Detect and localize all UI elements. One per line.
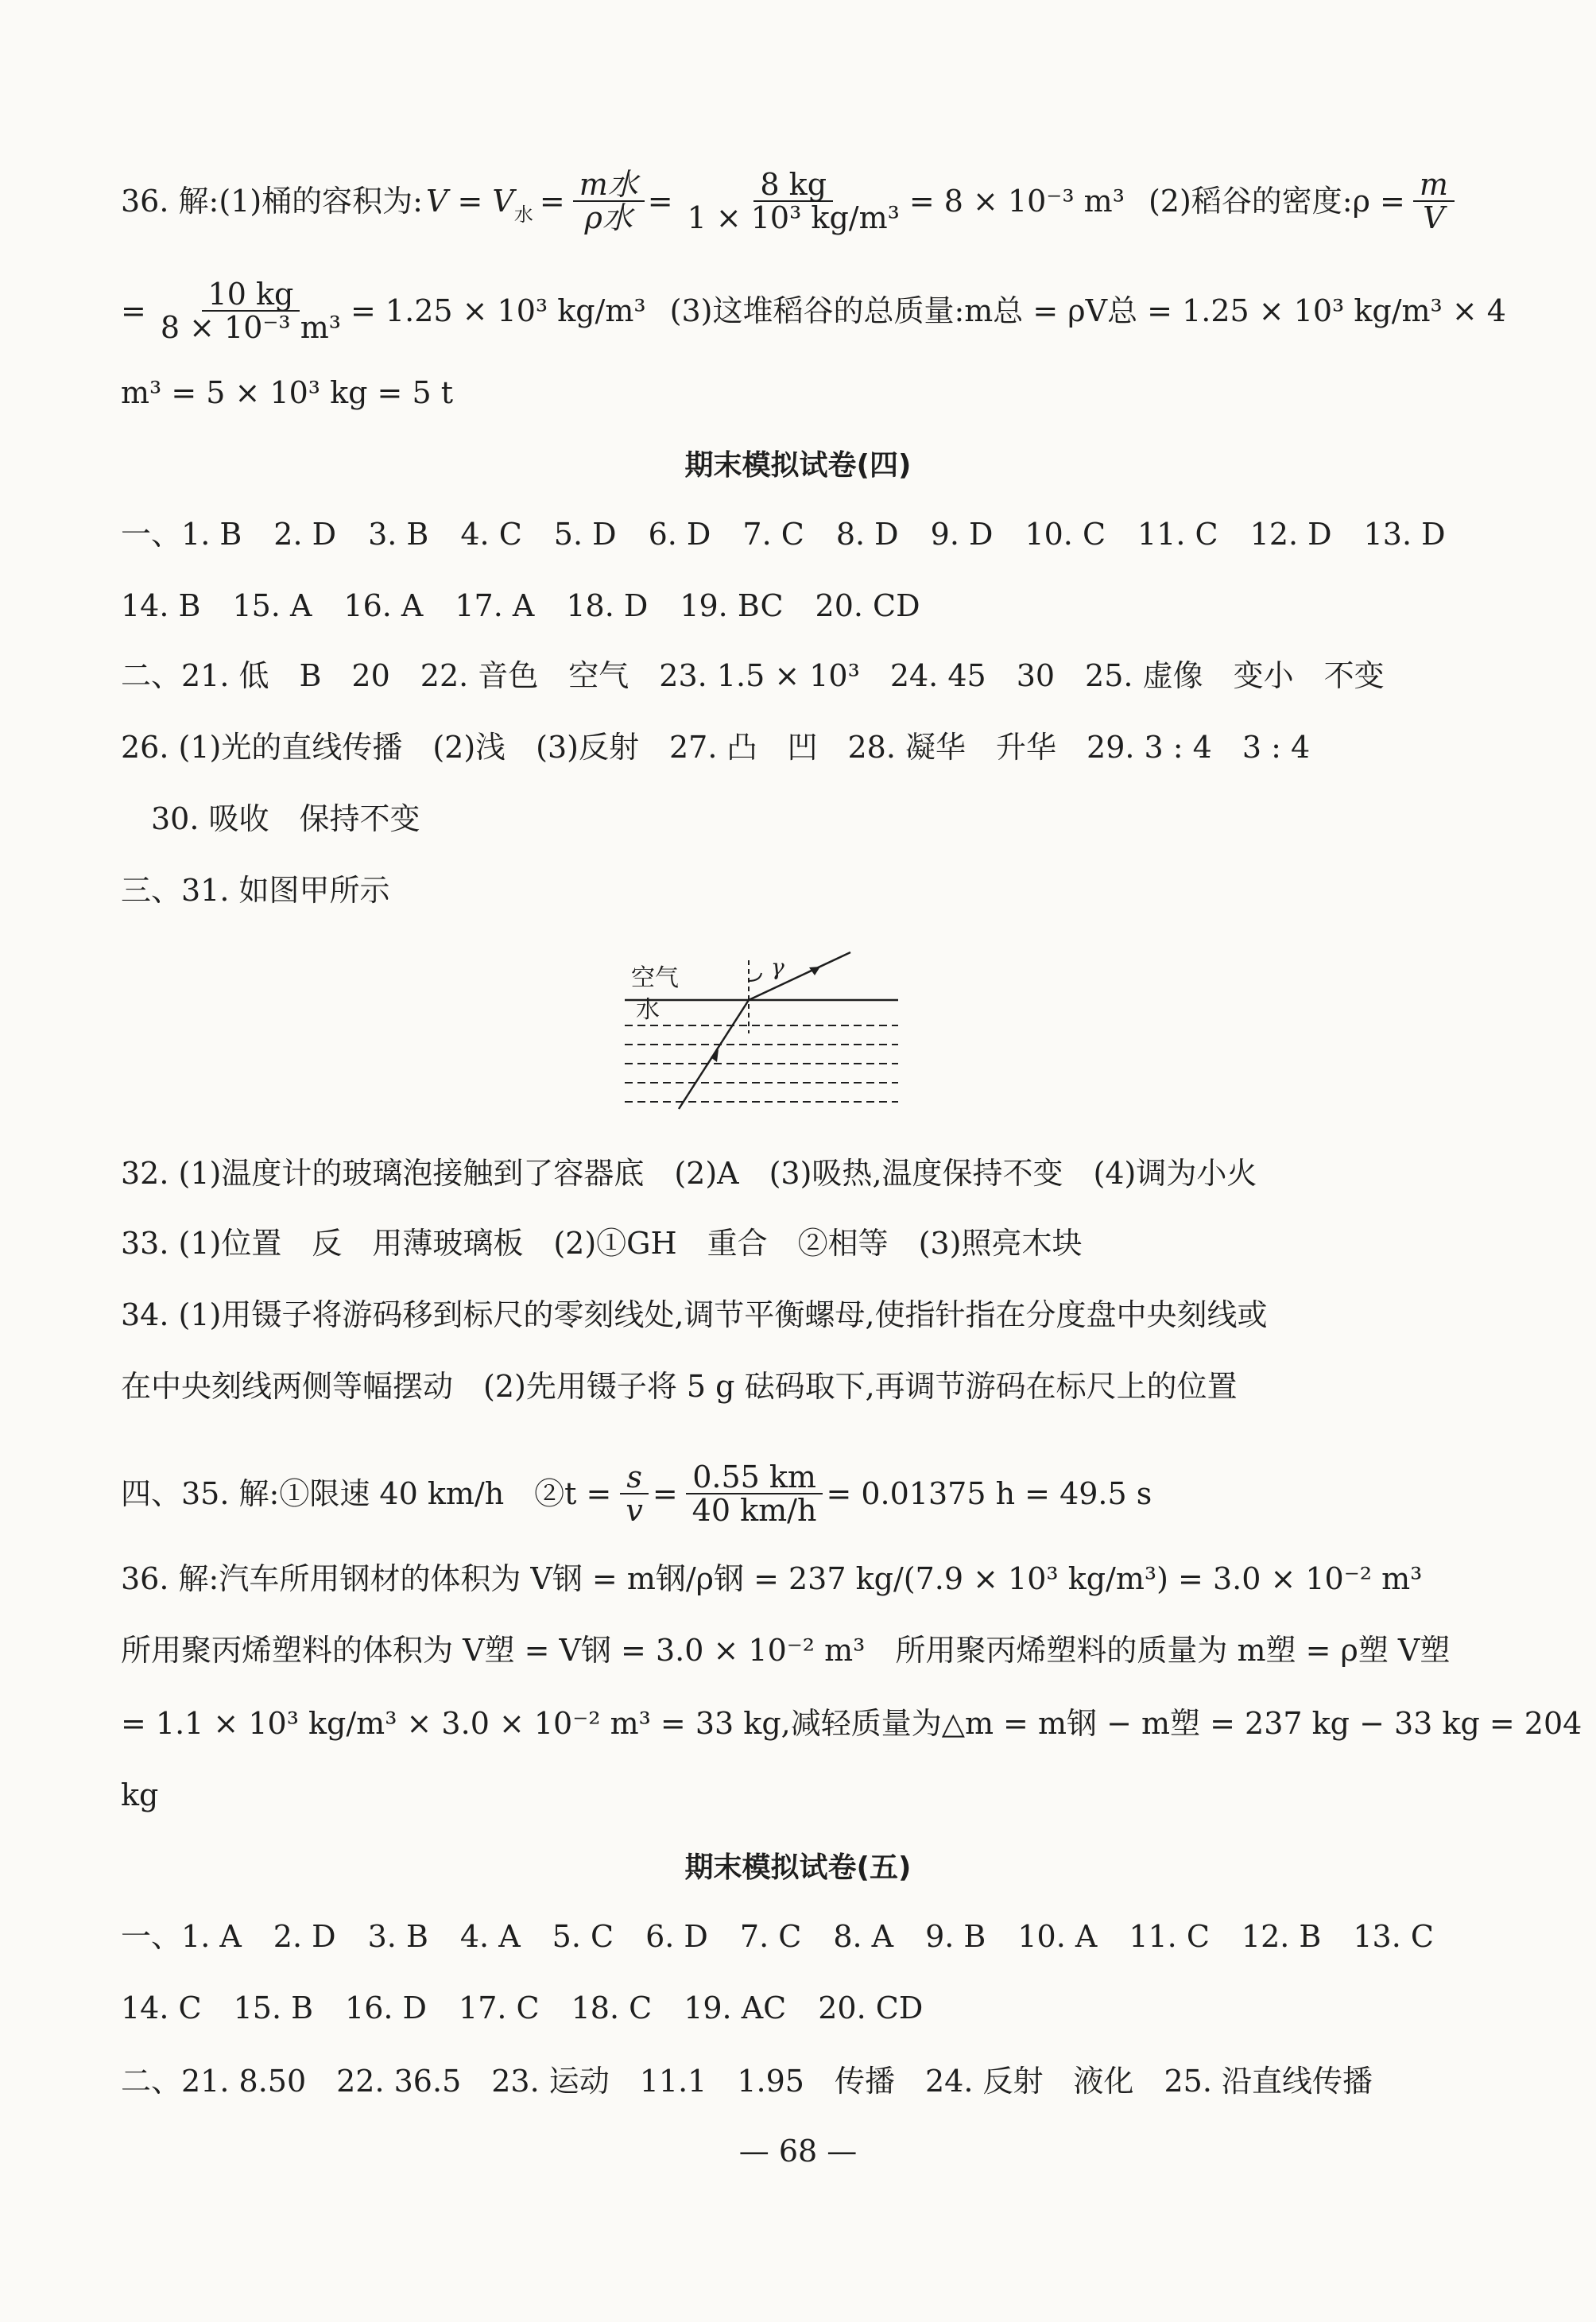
exam4-fill-in-26-29: 26. (1)光的直线传播 (2)浅 (3)反射 27. 凸 凹 28. 凝华 升华 29. 3 : 4 3 : 4 [121, 730, 1311, 765]
answer-item: 9. B [925, 1919, 986, 1954]
answer-item: 8. D [835, 517, 899, 552]
q36-frac-4 [154, 278, 347, 343]
q36-frac-2 [681, 169, 906, 234]
exam5-title: 期末模拟试卷(五) [684, 1851, 912, 1884]
exam4-row32 [121, 1154, 1501, 1192]
q36-line-1: 36. 解:(1)桶的容积为: V = V 水 = $\frac{\text{m水}}{\text{ρ水}}$ = $\frac{8 kg}{\text{1 × 10³ kg/m³}}$ = 8 × 10⁻³ m³ (2)稻谷的密度:ρ = $\frac{m}{V}$ [121, 169, 1501, 234]
q36-frac-2-den: 1 × 10³ kg/m³ [687, 200, 900, 235]
exam4-q36-line-3: = 1.1 × 10³ kg/m³ × 3.0 × 10⁻² m³ = 33 kg,减轻质量为△m = m钢 − m塑 = 237 kg − 33 kg = 204 [121, 1706, 1582, 1741]
answer-item: 12. B [1241, 1919, 1322, 1954]
exam4-row4 [121, 728, 1501, 766]
exam4-q35-frac-1-den: v [626, 1493, 643, 1528]
answer-item: 7. C [739, 1919, 802, 1954]
answer-item: 6. D [645, 1919, 708, 1954]
q36-frac-3-den: V [1423, 200, 1445, 235]
answer-item: 9. D [930, 517, 994, 552]
exam4-q36-line-1: 36. 解:汽车所用钢材的体积为 V钢 = m钢/ρ钢 = 237 kg/(7.9 × 10³ kg/m³) = 3.0 × 10⁻² m³ [121, 1561, 1423, 1596]
exam4-title: 期末模拟试卷(四) [684, 449, 912, 482]
q36-frac-4-num: 10 kg [202, 278, 300, 312]
exam5-row2 [121, 1989, 1501, 2027]
exam4-q34-line-1: 34. (1)用镊子将游码移到标尺的零刻线处,调节平衡螺母,使指针指在分度盘中央刻线或 [121, 1297, 1268, 1332]
answer-item: 10. A [1017, 1919, 1098, 1954]
q36-frac-1-den: ρ水 [584, 200, 633, 235]
page-number: — 68 — [738, 2134, 858, 2169]
answer-item: 12. D [1249, 517, 1332, 552]
answer-item: 16. A [343, 588, 424, 623]
exam4-q36-line-2: 所用聚丙烯塑料的体积为 V塑 = V钢 = 3.0 × 10⁻² m³ 所用聚丙烯塑料的质量为 m塑 = ρ塑 V塑 [121, 1633, 1451, 1668]
q36-line-2: = $\frac{10 kg}{\text{8 × 10⁻³ m³}}$ = 1.25 × 10³ kg/m³ (3)这堆稻谷的总质量:m总 = ρV总 = 1.25 × 10³ kg/m³ × 4 [121, 277, 1506, 345]
answer-item: 4. A [459, 1919, 521, 1954]
q36-result-1: = 8 × 10⁻³ m³ [908, 184, 1125, 219]
q36-frac-3 [1413, 169, 1455, 234]
exam4-q36-line-4: kg [121, 1777, 159, 1812]
exam4-q35-frac-1-num: s [620, 1461, 649, 1494]
q36-result-3: m³ = 5 × 10³ kg = 5 t [121, 375, 453, 410]
q36-frac-1 [573, 169, 645, 234]
exam5-row1-prefix: 一、 [121, 1919, 182, 1954]
exam4-row5 [151, 800, 1501, 838]
answer-item: 10. C [1025, 517, 1106, 552]
answer-item: 7. C [742, 517, 804, 552]
q36-part-3: (3)这堆稻谷的总质量:m总 = ρV总 = 1.25 × 10³ kg/m³ × 4 [669, 293, 1506, 328]
exam4-row34a [121, 1296, 1501, 1334]
exam4-row1-prefix: 一、 [121, 517, 182, 552]
fig-refracted-ray [749, 952, 850, 1000]
answer-item: 14. C [121, 1991, 202, 2025]
q36-result-2: = 1.25 × 10³ kg/m³ [351, 293, 646, 328]
answer-item: 3. B [368, 517, 429, 552]
exam4-fill-in-30: 30. 吸收 保持不变 [151, 801, 420, 836]
fig-gamma-label: γ [771, 954, 784, 980]
exam4-q35-frac-2-num: 0.55 km [686, 1461, 823, 1494]
exam4-row2 [121, 587, 1501, 625]
answer-item: 14. B [121, 588, 201, 623]
answer-item: 3. B [367, 1919, 428, 1954]
q36-label: 36. 解:(1)桶的容积为: [121, 184, 423, 219]
answer-item: 1. B [181, 517, 242, 552]
answer-item: 5. D [553, 517, 617, 552]
answer-item: 18. D [566, 588, 649, 623]
exam5-row1 [121, 1917, 1501, 1956]
refraction-diagram [612, 946, 914, 1121]
q36-line-3 [121, 374, 1501, 412]
answer-item: 6. D [648, 517, 711, 552]
q36-v: V = V [425, 184, 514, 219]
answer-item: 20. CD [815, 588, 920, 623]
answer-item: 5. C [552, 1919, 614, 1954]
q36-eq: = [539, 184, 565, 219]
exam4-q33: 33. (1)位置 反 用薄玻璃板 (2)①GH 重合 ②相等 (3)照亮木块 [121, 1226, 1083, 1261]
answer-item: 2. D [273, 1919, 336, 1954]
q36-frac-4-den: 8 × 10⁻³ m³ [160, 310, 342, 345]
q36-frac-1-num: m水 [573, 169, 645, 202]
exam5-row3 [121, 2062, 1501, 2100]
fig-incident-arrow [711, 1049, 719, 1062]
exam4-q35-prefix: 四、35. 解:①限速 40 km/h ②t = [121, 1476, 612, 1511]
q36-frac-3-num: m [1413, 169, 1455, 202]
exam4-q35-frac-2 [686, 1461, 823, 1526]
exam4-q35-frac-1 [619, 1461, 649, 1526]
fig-water-label: 水 [636, 996, 660, 1024]
exam4-row35: 四、35. 解:①限速 40 km/h ②t = $\frac{s}{v}$ = $\frac{0.55 km}{40 km/h}$ = 0.01375 h = 49.5 s [121, 1459, 1152, 1528]
q36-v-sub: 水 [513, 204, 533, 226]
fig-angle-arc [749, 973, 761, 981]
exam5-fill-in-21-25: 二、21. 8.50 22. 36.5 23. 运动 11.1 1.95 传播 24. 反射 液化 25. 沿直线传播 [121, 2064, 1373, 2099]
answer-item: 17. A [455, 588, 535, 623]
exam4-fill-in-21-25: 二、21. 低 B 20 22. 音色 空气 23. 1.5 × 10³ 24. 45 30 25. 虚像 变小 不变 [121, 658, 1385, 693]
answer-item: 2. D [273, 517, 337, 552]
answer-item: 13. C [1353, 1919, 1434, 1954]
exam4-row33 [121, 1224, 1501, 1262]
answer-item: 11. C [1137, 517, 1218, 552]
answer-item: 17. C [459, 1991, 540, 2025]
answer-item: 20. CD [818, 1991, 924, 2025]
exam4-row34b [121, 1367, 1501, 1405]
exam4-q31-label: 三、31. 如图甲所示 [121, 873, 390, 908]
q36-frac-2-num: 8 kg [753, 169, 833, 202]
answer-item: 16. D [345, 1991, 428, 2025]
answer-item: 19. AC [684, 1991, 787, 2025]
exam4-row3 [121, 657, 1501, 695]
answer-item: 15. B [233, 1991, 314, 2025]
q36-part-2: (2)稻谷的密度:ρ = [1148, 184, 1405, 219]
answer-item: 13. D [1363, 517, 1446, 552]
exam4-row36a [121, 1560, 1501, 1598]
answer-item: 18. C [571, 1991, 653, 2025]
answer-item: 11. C [1129, 1919, 1210, 1954]
exam4-row36b [121, 1631, 1501, 1669]
exam4-row1 [121, 515, 1501, 553]
exam4-q32: 32. (1)温度计的玻璃泡接触到了容器底 (2)A (3)吸热,温度保持不变 (4)调为小火 [121, 1156, 1257, 1191]
exam4-q35-frac-2-den: 40 km/h [691, 1493, 817, 1528]
exam4-row36c [121, 1704, 1582, 1742]
answer-item: 1. A [181, 1919, 242, 1954]
exam4-q35-result: = 0.01375 h = 49.5 s [826, 1476, 1152, 1511]
exam4-row36d [121, 1776, 1501, 1814]
answer-item: 4. C [460, 517, 522, 552]
answer-item: 19. BC [680, 588, 784, 623]
exam4-row6 [121, 871, 1501, 909]
answer-item: 8. A [833, 1919, 894, 1954]
fig-water-dashes [625, 1025, 898, 1102]
exam4-q34-line-2: 在中央刻线两侧等幅摆动 (2)先用镊子将 5 g 砝码取下,再调节游码在标尺上的位置 [121, 1369, 1238, 1404]
answer-item: 15. A [232, 588, 312, 623]
fig-air-label: 空气 [631, 964, 679, 992]
